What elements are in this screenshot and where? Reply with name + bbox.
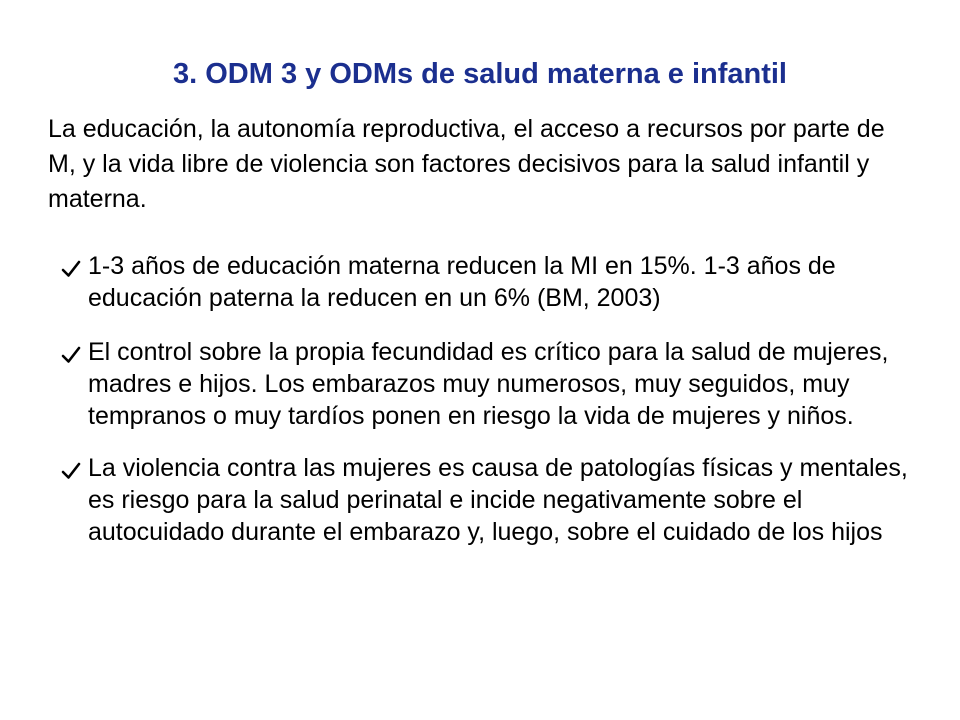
bullet-text: 1-3 años de educación materna reducen la MI en 15%. 1-3 años de educación paterna la reducen en un 6% (BM, 2003): [88, 252, 836, 312]
intro-paragraph: La educación, la autonomía reproductiva, el acceso a recursos por parte de M, y la vida libre de violencia son factores decisivos para la salud infantil y materna.: [48, 115, 885, 213]
slide-title: 3. ODM 3 y ODMs de salud materna e infantil: [173, 58, 787, 90]
bullet-item: [60, 336, 910, 432]
check-icon: [60, 252, 88, 284]
bullet-list: [60, 250, 910, 562]
check-icon: [60, 454, 88, 486]
bullet-item: [60, 452, 910, 548]
bullet-item: [60, 250, 910, 314]
check-icon: [60, 338, 88, 370]
bullet-text: El control sobre la propia fecundidad es crítico para la salud de mujeres, madres e hijos. Los embarazos muy numerosos, muy seguidos, muy tempranos o muy tardíos ponen en riesgo la vida de mujeres y niños.: [88, 338, 889, 430]
bullet-text: La violencia contra las mujeres es causa de patologías físicas y mentales, es riesgo para la salud perinatal e incide negativamente sobre el autocuidado durante el embarazo y, luego, sobre el cuidado de los hijos: [88, 454, 908, 546]
